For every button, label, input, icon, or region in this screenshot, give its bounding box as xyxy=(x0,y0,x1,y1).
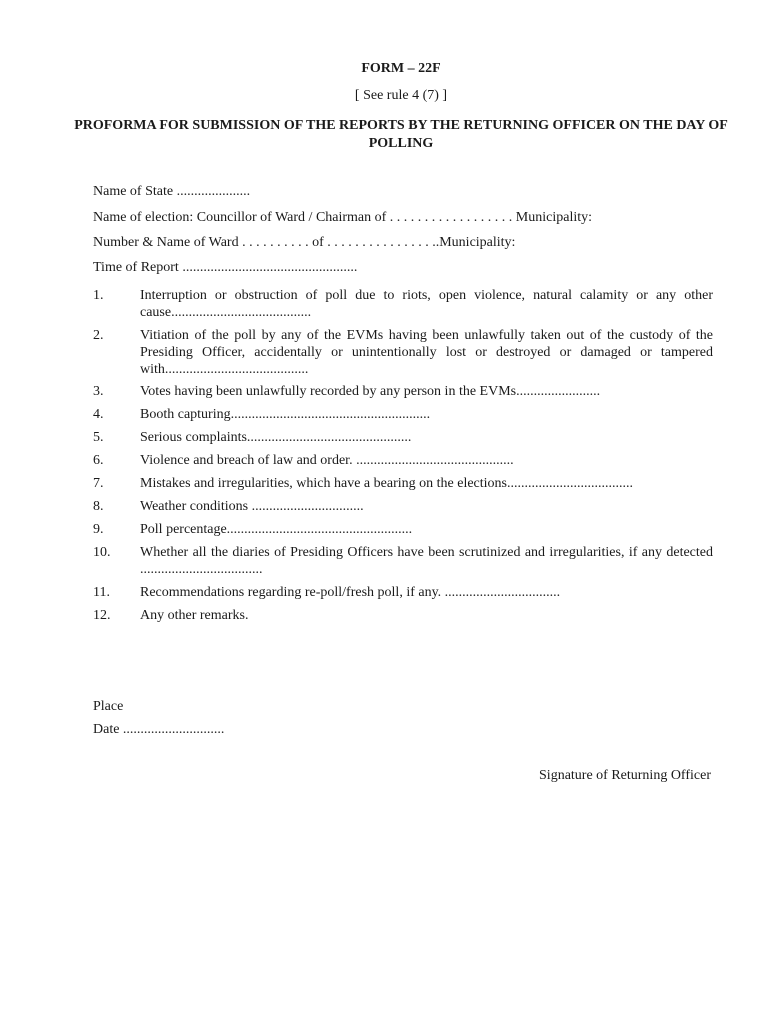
item-text: Booth capturing......................................................... xyxy=(140,407,431,422)
item-text: Any other remarks. xyxy=(140,608,249,623)
item-text: Violence and breach of law and order. ............................................. xyxy=(140,453,514,468)
item-text: Poll percentage..................................................... xyxy=(140,522,413,537)
item-number: 6. xyxy=(93,453,104,468)
item-number: 8. xyxy=(93,499,104,514)
item-number: 4. xyxy=(93,407,104,422)
item-text: Serious complaints............................................... xyxy=(140,430,412,445)
place-label: Place xyxy=(93,699,124,714)
item-number: 9. xyxy=(93,522,104,537)
item-number: 2. xyxy=(93,328,104,343)
item-text: Vitiation of the poll by any of the EVMs having been unlawfully taken out of the custody of the Presiding Officer, accidentally or unintentionally lost or destroyed or damaged or tampered with......................................... xyxy=(140,328,713,377)
field-state: Name of State ..................... xyxy=(93,184,251,199)
field-election: Name of election: Councillor of Ward / Chairman of . . . . . . . . . . . . . . . . . . Municipality: xyxy=(93,210,593,225)
item-number: 12. xyxy=(93,608,111,623)
item-text: Interruption or obstruction of poll due to riots, open violence, natural calamity or any other cause........................................ xyxy=(140,288,713,320)
date-field: Date ............................. xyxy=(93,722,225,737)
signature-label: Signature of Returning Officer xyxy=(539,768,711,783)
item-number: 1. xyxy=(93,288,104,303)
item-text: Weather conditions ................................ xyxy=(140,499,364,514)
field-time-of-report: Time of Report .................................................. xyxy=(93,260,358,275)
form-heading: PROFORMA FOR SUBMISSION OF THE REPORTS BY THE RETURNING OFFICER ON THE DAY OF POLLING xyxy=(74,118,728,151)
item-number: 5. xyxy=(93,430,104,445)
item-number: 11. xyxy=(93,585,110,600)
item-number: 3. xyxy=(93,384,104,399)
rule-reference: [ See rule 4 (7) ] xyxy=(354,88,448,103)
item-number: 7. xyxy=(93,476,104,491)
item-text: Whether all the diaries of Presiding Officers have been scrutinized and irregularities, if any detected ................................... xyxy=(140,545,713,577)
item-text: Votes having been unlawfully recorded by any person in the EVMs........................ xyxy=(140,384,601,399)
field-ward: Number & Name of Ward . . . . . . . . . . of . . . . . . . . . . . . . . . ..Municipality: xyxy=(93,235,516,250)
item-number: 10. xyxy=(93,545,111,560)
item-text: Mistakes and irregularities, which have a bearing on the elections.................................... xyxy=(140,476,633,491)
form-number: FORM – 22F xyxy=(361,61,441,76)
item-text: Recommendations regarding re-poll/fresh poll, if any. ................................. xyxy=(140,585,561,600)
